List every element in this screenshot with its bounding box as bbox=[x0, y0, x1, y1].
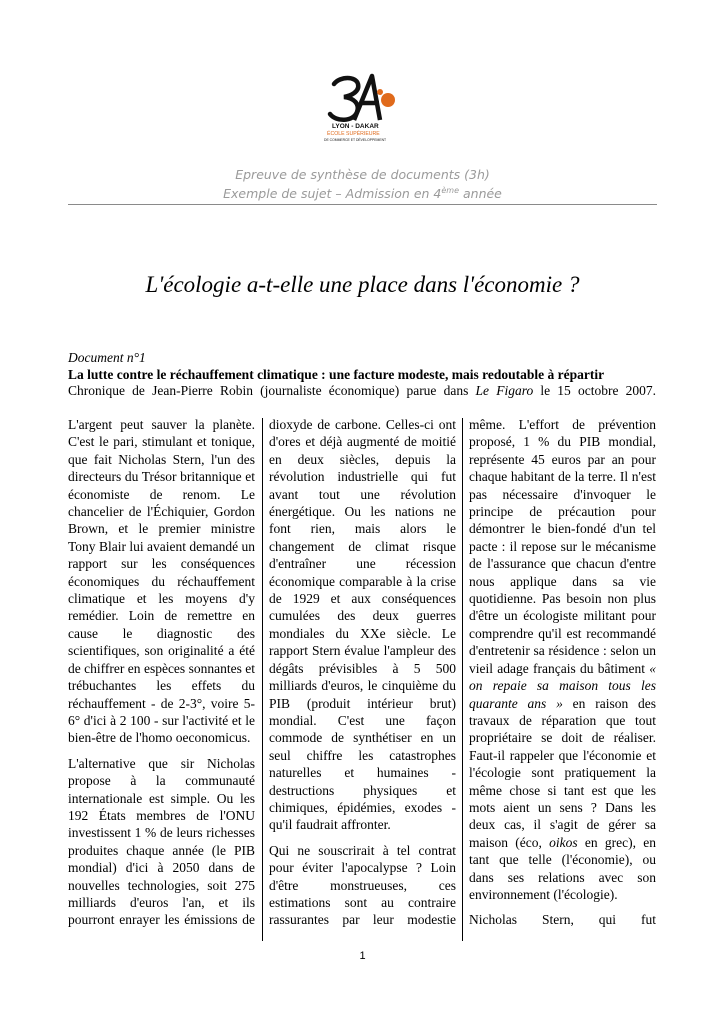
exam-header-line2 bbox=[0, 186, 725, 201]
chronicle-date: le 15 octobre 2007. bbox=[533, 383, 657, 398]
document-heading: La lutte contre le réchauffement climatique : une facture modeste, mais redoutable à répartir bbox=[68, 367, 605, 382]
exam-header-line1: Epreuve de synthèse de documents (3h) bbox=[235, 167, 490, 182]
page-number: 1 bbox=[359, 950, 366, 962]
school-logo bbox=[322, 70, 404, 148]
header-rule bbox=[68, 204, 657, 205]
header-line2-superscript: ème bbox=[441, 186, 460, 195]
column-divider-2 bbox=[462, 418, 463, 941]
text-column-1 bbox=[68, 416, 255, 929]
chronicle-text: Chronique de Jean-Pierre Robin (journaliste économique) parue dans bbox=[68, 383, 476, 398]
logo-line3: DE COMMERCE ET DÉVELOPPEMENT bbox=[324, 138, 387, 142]
document-source-line bbox=[68, 383, 656, 399]
column3-quote: « on repaie sa maison tous les quarante ans » bbox=[469, 660, 656, 711]
column3-text-a: même. L'effort de prévention proposé, 1 % du PIB mondial, représente 45 euros par an pour chaque habitant de la terre. Il n'est pas nécessaire d'invoquer le principe de précaution pour démontrer le bien-fondé d'un tel pacte : il repose sur le mécanisme de l'assurance que chacun d'entre nous applique dans sa vie quotidienne. Pas besoin non plus d'être un écologiste militant pour comprendre qu'il est recommandé d'entretenir sa résidence : selon un vieil adage français du bâtiment bbox=[469, 417, 656, 676]
chronicle-source: Le Figaro bbox=[475, 383, 534, 398]
column3-text-c: en grec), en tant que telle (l'économie), ou dans ses relations avec son environnement (l'écologie). bbox=[469, 834, 656, 902]
column3-paragraph2: Nicholas Stern, qui fut bbox=[469, 912, 656, 928]
text-column-2 bbox=[269, 416, 456, 929]
column1-paragraph1: L'argent peut sauver la planète. C'est le pari, stimulant et tonique, que fait Nicholas Stern, l'un des directeurs du Trésor britannique et économiste de renom. Le chancelier de l'Échiquier, Gordon Brown, et le premier ministre Tony Blair lui avaient demandé un rapport sur les conséquences économiques du réchauffement climatique et les moyens d'y remédier. Loin de remettre en cause le diagnostic des scientifiques, son originalité a été de chiffrer en espèces sonnantes et trébuchantes les effets du réchauffement - de 2-3°, voire 5-6° d'ici à 2 100 - sur l'activité et le bien-être de l'homo oeconomicus. bbox=[68, 417, 255, 746]
column-divider-1 bbox=[262, 418, 263, 941]
column3-paragraph1 bbox=[469, 416, 656, 903]
logo-line2: ÉCOLE SUPÉRIEURE bbox=[327, 131, 380, 137]
text-column-3 bbox=[469, 416, 656, 929]
column2-paragraph1: dioxyde de carbone. Celles-ci ont d'ores et déjà augmenté de moitié en deux siècles, depuis la révolution industrielle qui fut avant tout une révolution énergétique. Ou les nations ne font rien, mais alors le changement de climat risque d'entraîner une récession économique comparable à la crise de 1929 et aux conséquences cumulées des deux guerres mondiales du XXe siècle. Le rapport Stern évalue l'ampleur des dégâts prévisibles à 5 500 milliards d'euros, le cinquième du PIB (produit intérieur brut) mondial. C'est une façon commode de synthétiser en un seul chiffre les catastrophes naturelles et humaines - destructions physiques et chimiques, épidémies, exodes - qu'il faudrait affronter. bbox=[269, 417, 456, 833]
logo-line1: LYON - DAKAR bbox=[332, 123, 379, 130]
column1-paragraph2: L'alternative que sir Nicholas propose à la communauté internationale est simple. Ou les 192 États membres de l'ONU investissent 1 % de leurs richesses produites chaque année (le PIB mondial) d'ici à 2050 dans de nouvelles technologies, soit 275 milliards d'euros l'an, et ils pourront enrayer les émissions de bbox=[68, 755, 255, 928]
page-title: L'écologie a-t-elle une place dans l'économie ? bbox=[145, 272, 580, 297]
document-number: Document n°1 bbox=[68, 350, 146, 365]
header-line2-suffix: année bbox=[459, 186, 502, 202]
header-line2-prefix: Exemple de sujet – Admission en 4 bbox=[223, 186, 442, 202]
column3-oikos: oikos bbox=[549, 834, 578, 850]
column2-paragraph2: Qui ne souscrirait à tel contrat pour éviter l'apocalypse ? Loin d'être monstrueuses, ces estimations sont au contraire rassurantes par leur modestie bbox=[269, 842, 456, 928]
logo-3a-icon bbox=[322, 70, 404, 148]
column3-text-b: en raison des travaux de réparation que tout propriétaire se doit de réaliser. Faut-il rappeler que l'économie et l'écologie sont pratiquement la même chose si tant est que les mots aient un sens ? Dans les deux cas, il s'agit de gérer sa maison (éco, bbox=[469, 695, 656, 850]
